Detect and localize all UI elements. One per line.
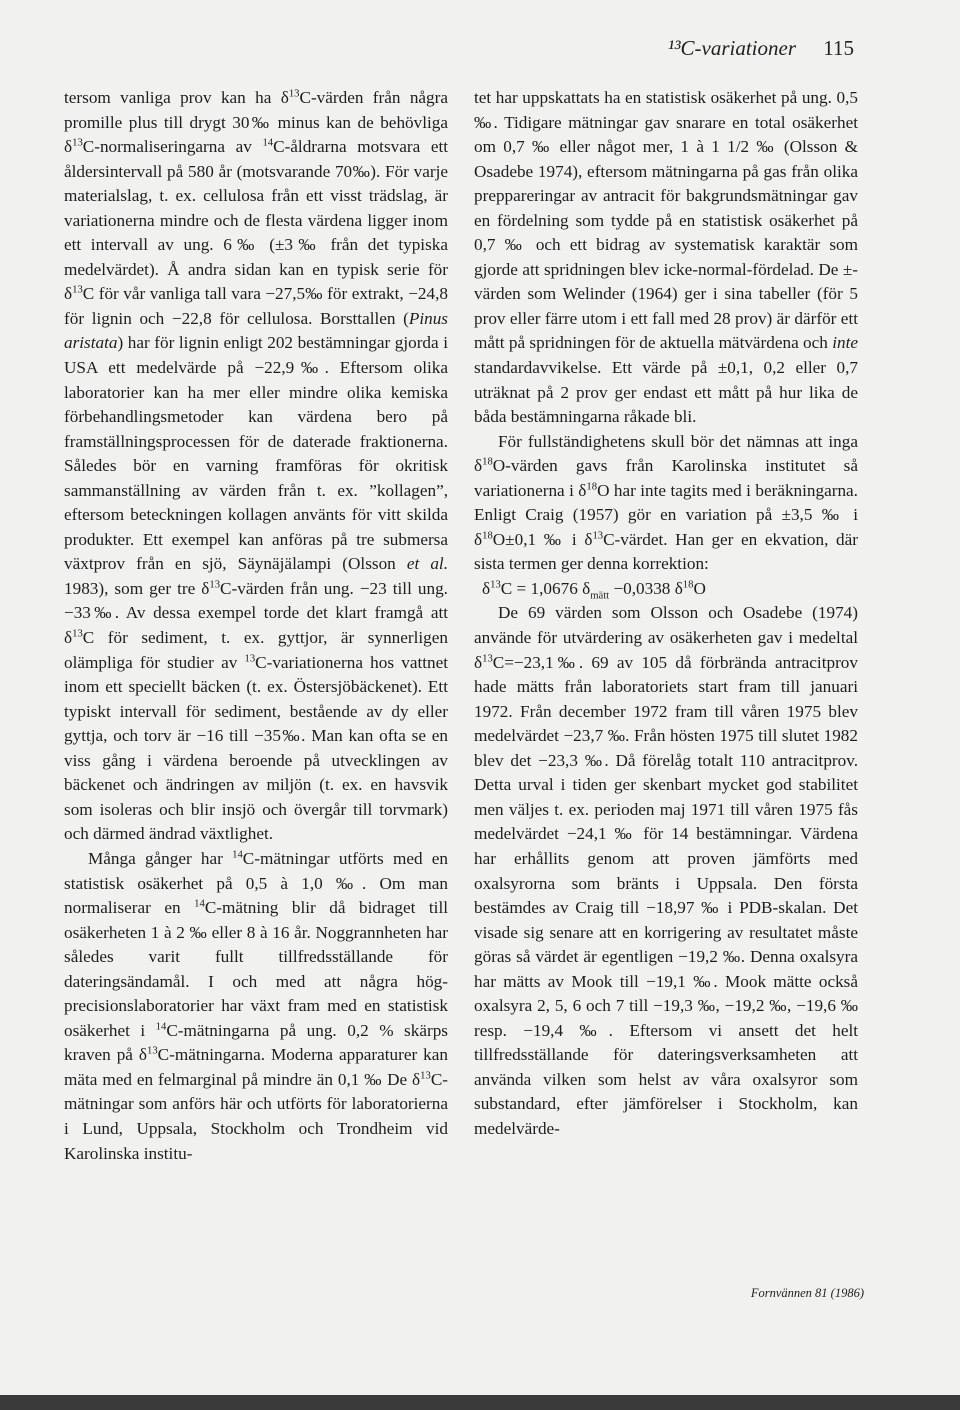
- running-header: [668, 36, 854, 61]
- paragraph: tersom vanliga prov kan ha $\delta^{13}C$-värden från några promille plus till drygt 30‰ minus kan de behövliga $\delta^{13}C$-normaliseringarna av $^{14}$C-åldrarna motsvara ett åldersintervall på 580 år (motsvarande 70‰). För varje materialslag, t. ex. cellulosa från ett visst trädslag, är variationerna mindre och de flesta värdena ligger inom ett intervall av ung. 6‰ (±3‰ från det typiska medelvärdet). Å andra sidan kan en typisk serie för $\delta^{13}C$ för vår vanliga tall vara −27,5‰ för extrakt, −24,8 för lignin och −22,8 för cellulosa. Borsttallen (Pinus aristata) har för lignin enligt 202 bestämningar gjorda i USA ett medelvärde på −22,9‰. Eftersom olika laboratorier kan ha mer eller mindre olika kemiska förbehandlingsmetoder kan värdena bero på framställningsprocessen för de daterade fraktionerna. Således bör en varning framföras för okritisk sammanställning av värden från t. ex. ”kollagen”, eftersom beteckningen kollagen använts för vitt skilda produkter. Ett exempel kan anföras på tre submersa växtprov från en sjö, Säynäjälampi (Olsson et al. 1983), som ger tre $\delta^{13}C$-värden från ung. −23 till ung. −33‰. Av dessa exempel torde det klart framgå att $\delta^{13}C$ för sediment, t. ex. gyttjor, är synnerligen olämpliga för studier av $^{13}$C-variationerna hos vattnet inom ett speciellt bäcken (t. ex. Östersjöbäckenet). Ett typiskt intervall för sediment, bestående av dy eller gyttja, och torv är −16 till −35‰. Man kan ofta se en viss gång i värdena beroende på utvecklingen av bäckenet och ändringen av miljön (t. ex. en havsvik som isoleras och blir insjö och övergår till torvmark) och därmed ändrad växtlighet.: [64, 88, 448, 844]
- paragraph: För fullständighetens skull bör det nämnas att inga $\delta^{18}O$-värden gavs från Karolinska institutet så variationerna i $\delta^{18}O$ har inte tagits med i beräkningarna. Enligt Craig (1957) gör en variation på ±3,5 ‰ i $\delta^{18}O\pm 0,1$ ‰ i $\delta^{13}C$-värdet. Han ger en ekvation, där sista termen ger denna korrektion:: [474, 431, 858, 574]
- formula-line: $\delta^{13}C = 1,0676$ $\delta_{mätt} -0,0338$ $\delta^{18}O$: [482, 578, 706, 602]
- paragraph: De 69 värden som Olsson och Osadebe (1974) använde för utvärdering av osäkerheten gav i medeltal $\delta^{13}C=-23,1‰$. 69 av 105 då förbrända antracitprov hade mätts från laboratoriets start fram till januari 1972. Från december 1972 fram till våren 1975 blev medelvärdet −23,7 ‰. Från hösten 1975 till slutet 1982 blev det −23,3 ‰. Då förelåg totalt 110 antracitprov. Detta urval i tiden ger skenbart mycket god stabilitet men väljes t. ex. perioden maj 1971 till våren 1975 fås medelvärdet −24,1 ‰ för 14 bestämningar. Värdena har erhållits genom att proven jämförts med oxalsyrorna som bränts i Uppsala. Den första bestämdes av Craig till −18,97 ‰ i PDB-skalan. Det visade sig senare att en korrigering av resultatet måste göras så värdet är egentligen −19,2 ‰. Denna oxalsyra har mätts av Mook till −19,1 ‰. Mook mätte också oxalsyra 2, 5, 6 och 7 till −19,3 ‰, −19,2 ‰, −19,6 ‰ resp. −19,4 ‰. Eftersom vi ansett det helt tillfredsställande för dateringsverksamheten att använda vilken som helst av våra oxalsyror som substandard, efter jämförelser i Stockholm, kan medelvärde-: [474, 603, 858, 1138]
- right-text-column: [474, 86, 858, 1142]
- page-number: 115: [823, 36, 854, 60]
- journal-footer: Fornvännen 81 (1986): [750, 1286, 864, 1300]
- scan-bottom-edge: [0, 1395, 960, 1410]
- paragraph: tet har uppskattats ha en statistisk osäkerhet på ung. 0,5 ‰. Tidigare mätningar gav snarare en total osäkerhet om 0,7 ‰ eller något mer, 1 à 1 1/2 ‰ (Olsson & Osadebe 1974), eftersom mätningarna på gas från olika preppareringar av antracit för bakgrundsmätningar gav en fördelning som tydde på en statistisk osäkerhet på 0,7 ‰ och ett bidrag av systematisk karaktär som gjorde att spridningen blev icke-normal-fördelad. De ±-värden som Welinder (1964) ger i sina tabeller (för 5 prov eller färre utom i ett fall med 28 prov) är därför ett mått på spridningen för de aktuella mätvärdena och inte standardavvikelse. Ett värde på ±0,1, 0,2 eller 0,7 uträknat på 2 prov ger endast ett mått på hur lika de båda bestämningarna råkade bli.: [474, 88, 858, 427]
- left-text-column: [64, 86, 448, 1166]
- running-title: ¹³C-variationer: [667, 36, 797, 60]
- paragraph: Många gånger har $^{14}$C-mätningar utförts med en statistisk osäkerhet på 0,5 à 1,0 ‰. Om man normaliserar en $^{14}$C-mätning blir då bidraget till osäkerheten 1 à 2 ‰ eller 8 à 16 år. Noggrannheten har således varit fullt tillfredsställande för dateringsändamål. I och med att några hög-precisionslaboratorier har växt fram med en statistisk osäkerhet i $^{14}$C-mätningarna på ung. 0,2 % skärps kraven på $\delta^{13}C$-mätningarna. Moderna apparaturer kan mäta med en felmarginal på mindre än 0,1 ‰ De $\delta^{13}C$-mätningar som anförs här och utförts för laboratorierna i Lund, Uppsala, Stockholm och Trondheim vid Karolinska institu-: [64, 848, 448, 1163]
